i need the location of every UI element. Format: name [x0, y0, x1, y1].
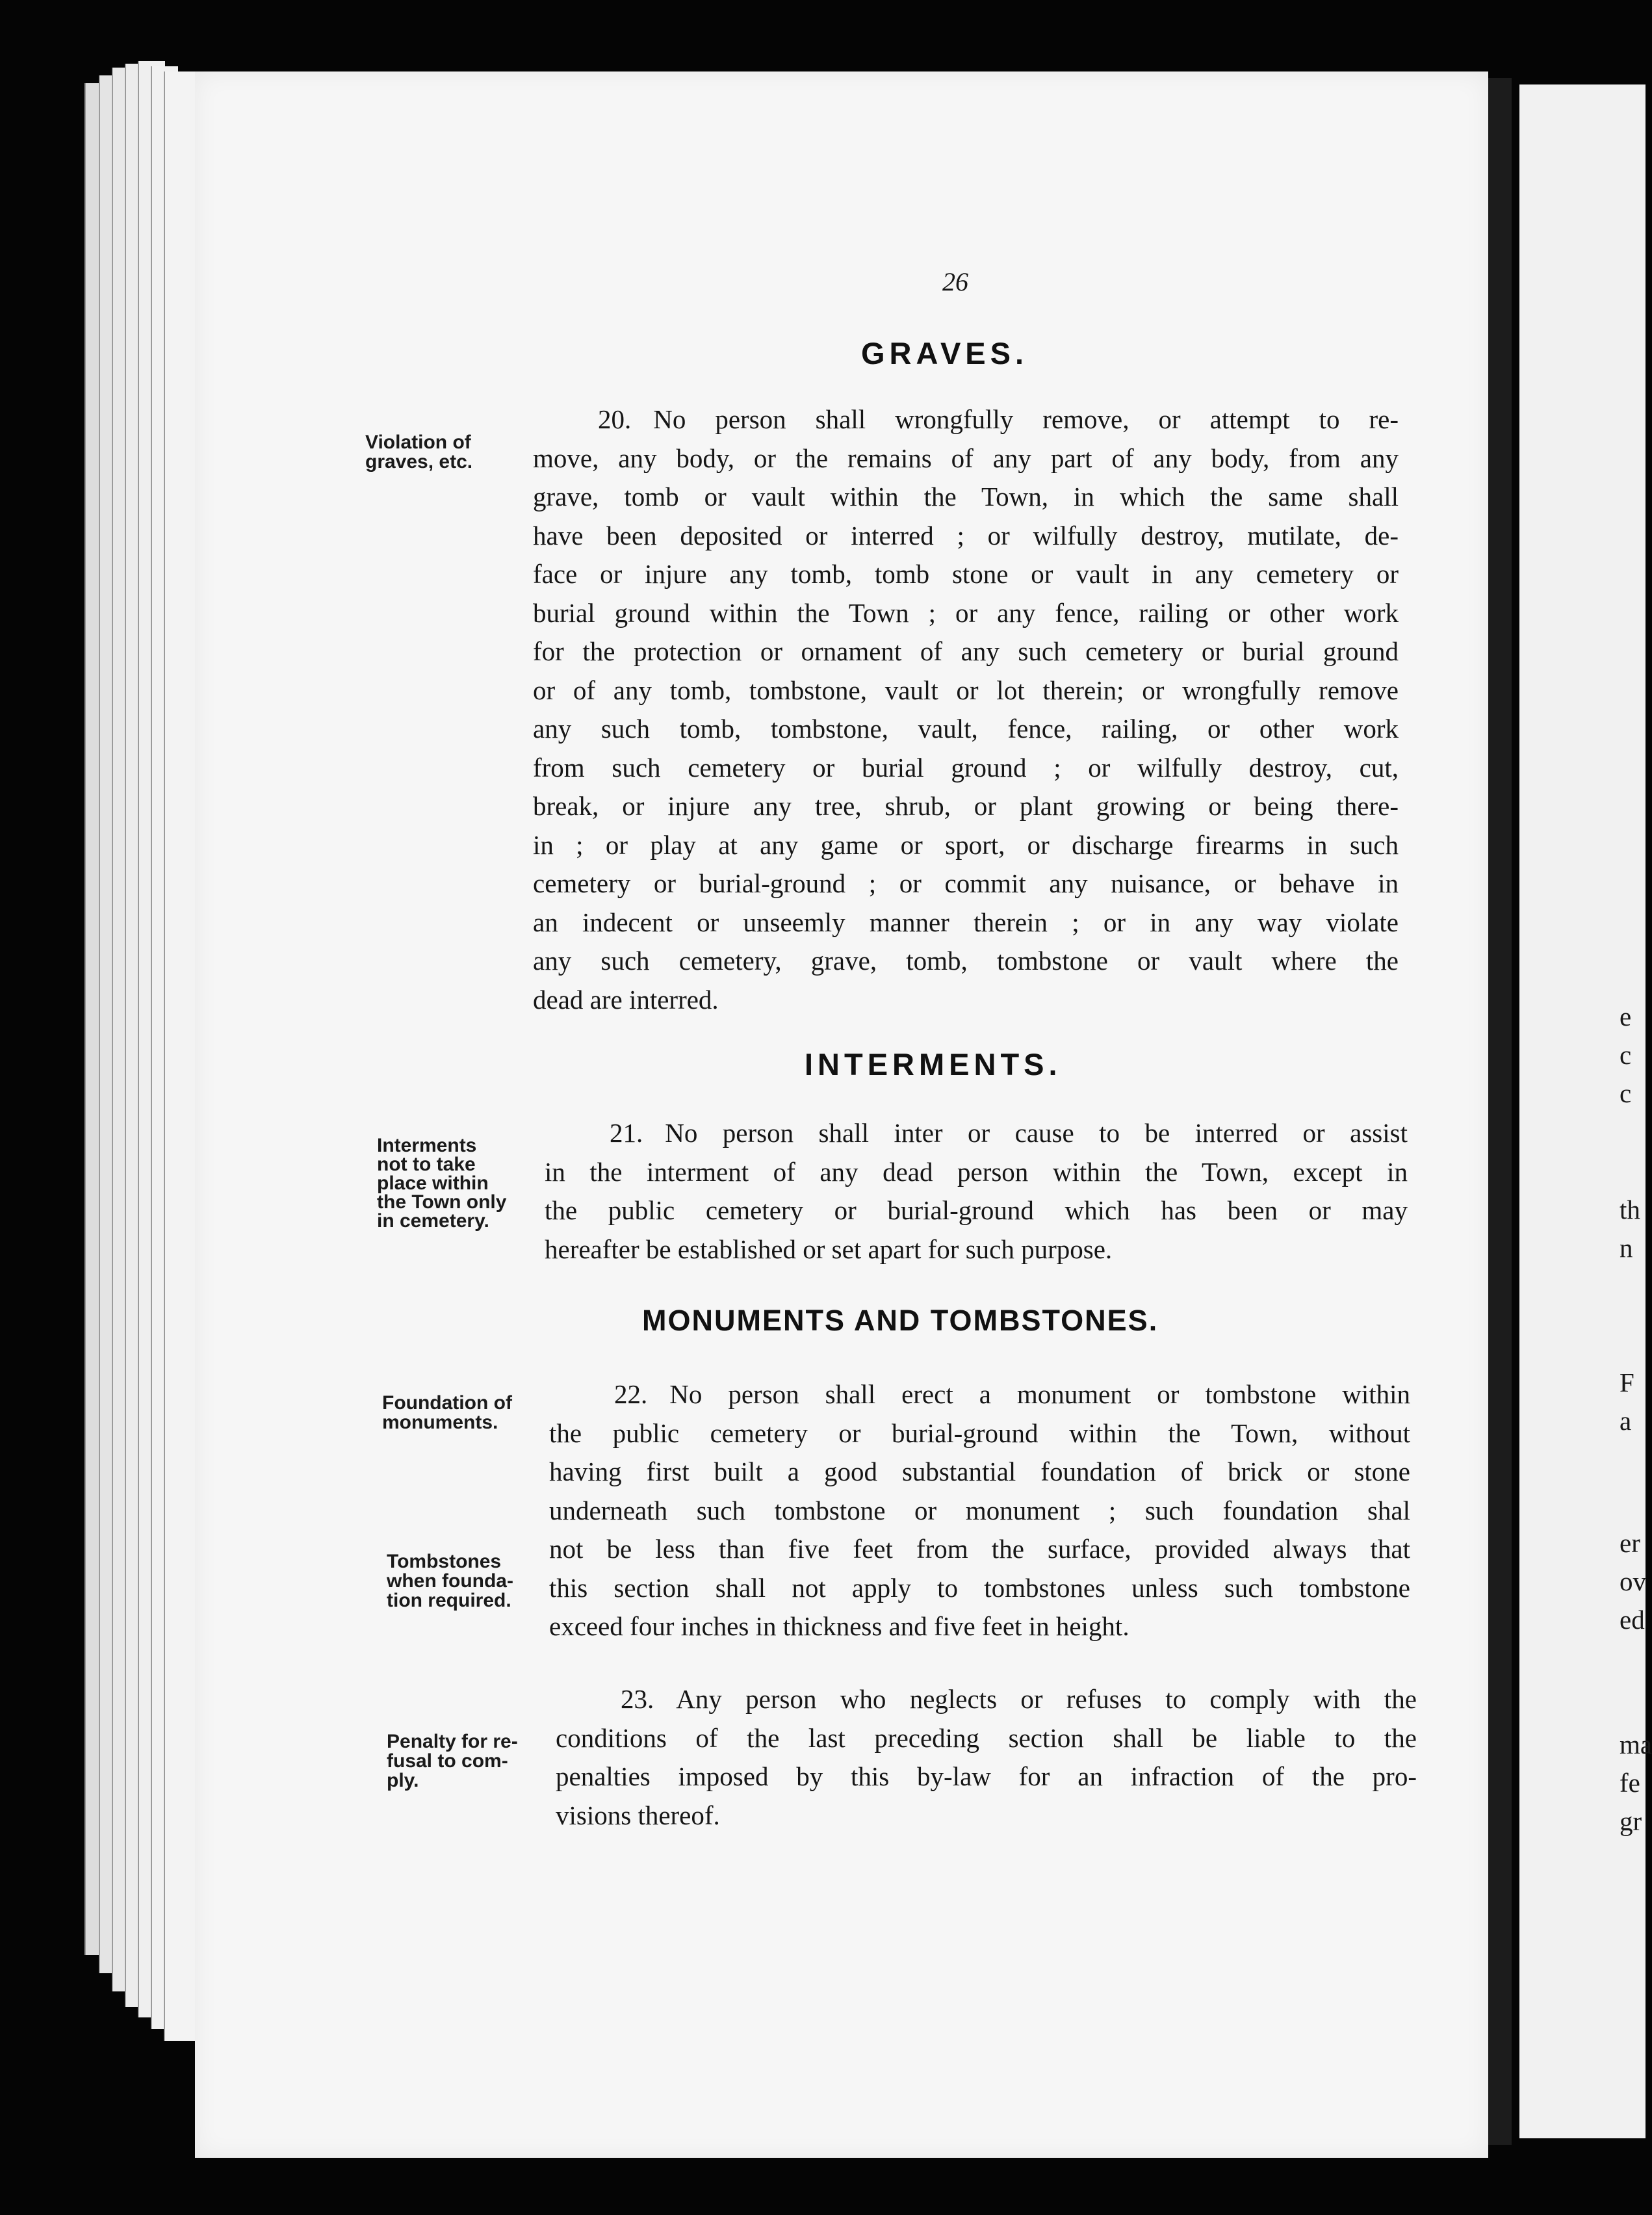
margin-note-foundation: Foundation of monuments. [382, 1392, 512, 1433]
paragraph-21: 21. No person shall inter or cause to be interred or assist in the interment of any dead person within the Town, except in the public cemetery or burial-ground which has been or may hereafter be established or set apart for such purpose. [545, 1114, 1408, 1269]
paragraph-number: 20. [598, 404, 632, 434]
margin-note-tombstones: Tombstones when founda- tion required. [387, 1551, 513, 1611]
margin-note-violation: Violation of graves, etc. [365, 432, 473, 473]
paragraph-number: 23. [621, 1684, 654, 1714]
margin-note-interments: Interments not to take place within the Town only in cemetery. [377, 1135, 507, 1232]
margin-note-penalty: Penalty for re- fusal to com- ply. [387, 1731, 518, 1791]
adjacent-page-fragment: th n [1620, 1195, 1640, 1263]
paragraph-23: 23. Any person who neglects or refuses to comply with the conditions of the last preceding section shall be liable to the penalties imposed by this by-law for an infraction of the pro- visions thereof. [556, 1680, 1417, 1835]
paragraph-22: 22. No person shall erect a monument or tombstone within the public cemetery or burial-ground within the Town, without having first built a good substantial foundation of brick or stone underneath such tombstone or monument ; such foundation shal not be less than five feet from the surface, provided always that this section shall not apply to tombstones unless such tombstone exceed four inches in thickness and five feet in height. [549, 1375, 1410, 1646]
section-heading-graves: GRAVES. [861, 336, 1029, 370]
section-heading-monuments: MONUMENTS AND TOMBSTONES. [642, 1304, 1159, 1337]
page-number: 26 [942, 267, 968, 296]
paragraph-number: 21. [610, 1118, 643, 1148]
adjacent-page-fragment: er ov ed [1620, 1528, 1646, 1635]
book-spine [1488, 78, 1512, 2145]
adjacent-page-fragment: e c c [1620, 1002, 1632, 1108]
adjacent-page-fragment: ma fe gr [1620, 1729, 1652, 1836]
paragraph-number: 22. [614, 1379, 648, 1409]
adjacent-page-fragment: F a [1620, 1367, 1634, 1436]
section-heading-interments: INTERMENTS. [805, 1047, 1062, 1082]
paragraph-20: 20. No person shall wrongfully remove, or attempt to re- move, any body, or the remains of any part of any body, from any grave, tomb or vault within the Town, in which the same shall have been deposited or interred ; or wilfully destroy, mutilate, de- face or injure any tomb, tomb stone or vault in any cemetery or burial ground within the Town ; or any fence, railing or other work for the protection or ornament of any such cemetery or burial ground or of any tomb, tombstone, vault or lot therein; or wrongfully remove any such tomb, tombstone, vault, fence, railing, or other work from such cemetery or burial ground ; or wilfully destroy, cut, break, or injure any tree, shrub, or plant growing or being there- in ; or play at any game or sport, or discharge firearms in such cemetery or burial-ground ; or commit any nuisance, or behave in an indecent or unseemly manner therein ; or in any way violate any such cemetery, grave, tomb, tombstone or vault where the dead are interred. [533, 400, 1399, 1019]
